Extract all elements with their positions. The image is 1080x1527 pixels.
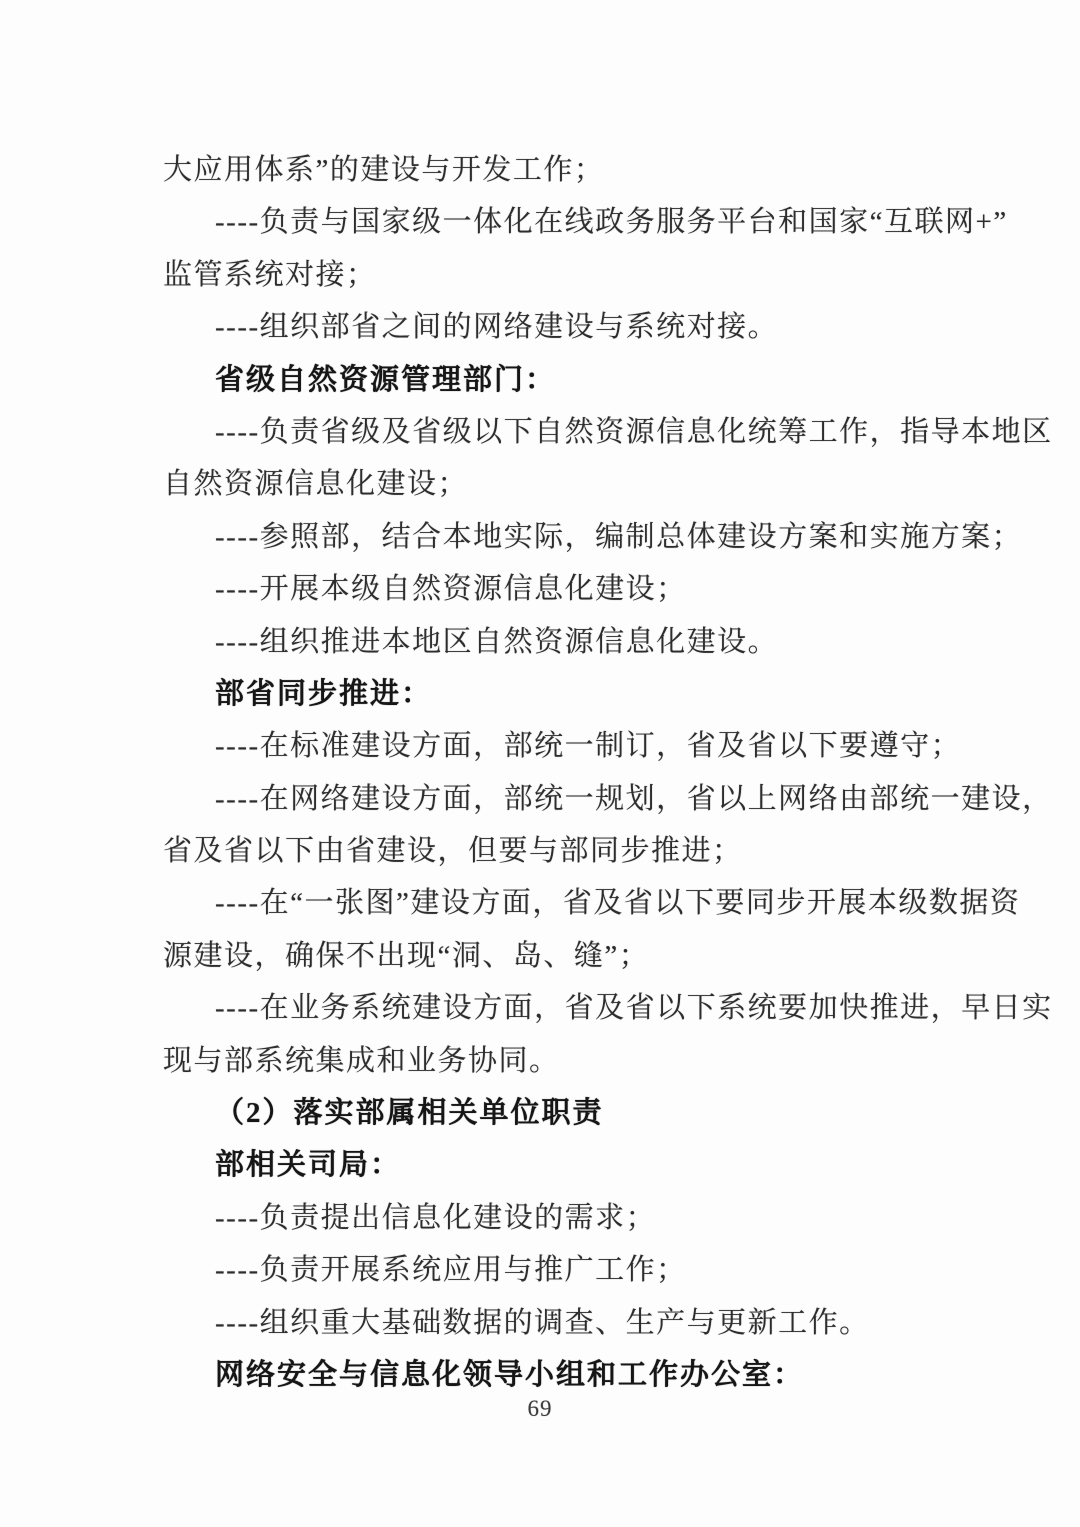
paragraph-line: 现与部系统集成和业务协同。 [163, 1044, 560, 1077]
paragraph-line: 监管系统对接； [163, 258, 377, 291]
paragraph-line: ----在业务系统建设方面，省及省以下系统要加快推进，早日实 [215, 992, 1053, 1025]
paragraph-line: ----在标准建设方面，部统一制订，省及省以下要遵守； [215, 730, 962, 763]
paragraph-line: ----负责省级及省级以下自然资源信息化统筹工作，指导本地区 [215, 415, 1053, 448]
paragraph-line: ----组织推进本地区自然资源信息化建设。 [215, 625, 779, 658]
paragraph-line: ----在网络建设方面，部统一规划，省以上网络由部统一建设， [215, 782, 1053, 815]
paragraph-line: ----负责提出信息化建设的需求； [215, 1201, 657, 1234]
paragraph-line: 源建设，确保不出现“洞、岛、缝”； [163, 939, 650, 972]
document-content [163, 144, 1053, 1401]
paragraph-line: ----组织重大基础数据的调查、生产与更新工作。 [215, 1306, 870, 1339]
paragraph-line: ----参照部，结合本地实际，编制总体建设方案和实施方案； [215, 520, 1023, 553]
paragraph-line: ----组织部省之间的网络建设与系统对接。 [215, 311, 779, 344]
paragraph-line: 自然资源信息化建设； [163, 468, 469, 501]
paragraph-line: 省及省以下由省建设，但要与部同步推进； [163, 835, 743, 868]
paragraph-line: ----负责开展系统应用与推广工作； [215, 1254, 687, 1287]
paragraph-line: ----开展本级自然资源信息化建设； [215, 573, 687, 606]
paragraph-line: ----在“一张图”建设方面，省及省以下要同步开展本级数据资 [215, 887, 1021, 920]
section-heading: 网络安全与信息化领导小组和工作办公室： [215, 1358, 805, 1391]
page-number: 69 [527, 1396, 553, 1421]
section-heading: 部相关司局： [215, 1149, 402, 1182]
section-heading: 省级自然资源管理部门： [215, 363, 557, 396]
section-heading: 部省同步推进： [215, 677, 433, 710]
page-footer [0, 1396, 1080, 1422]
paragraph-line: ----负责与国家级一体化在线政务服务平台和国家“互联网+” [215, 206, 1008, 239]
paragraph-line: 大应用体系”的建设与开发工作； [163, 154, 605, 186]
section-heading: （2）落实部属相关单位职责 [215, 1097, 604, 1130]
